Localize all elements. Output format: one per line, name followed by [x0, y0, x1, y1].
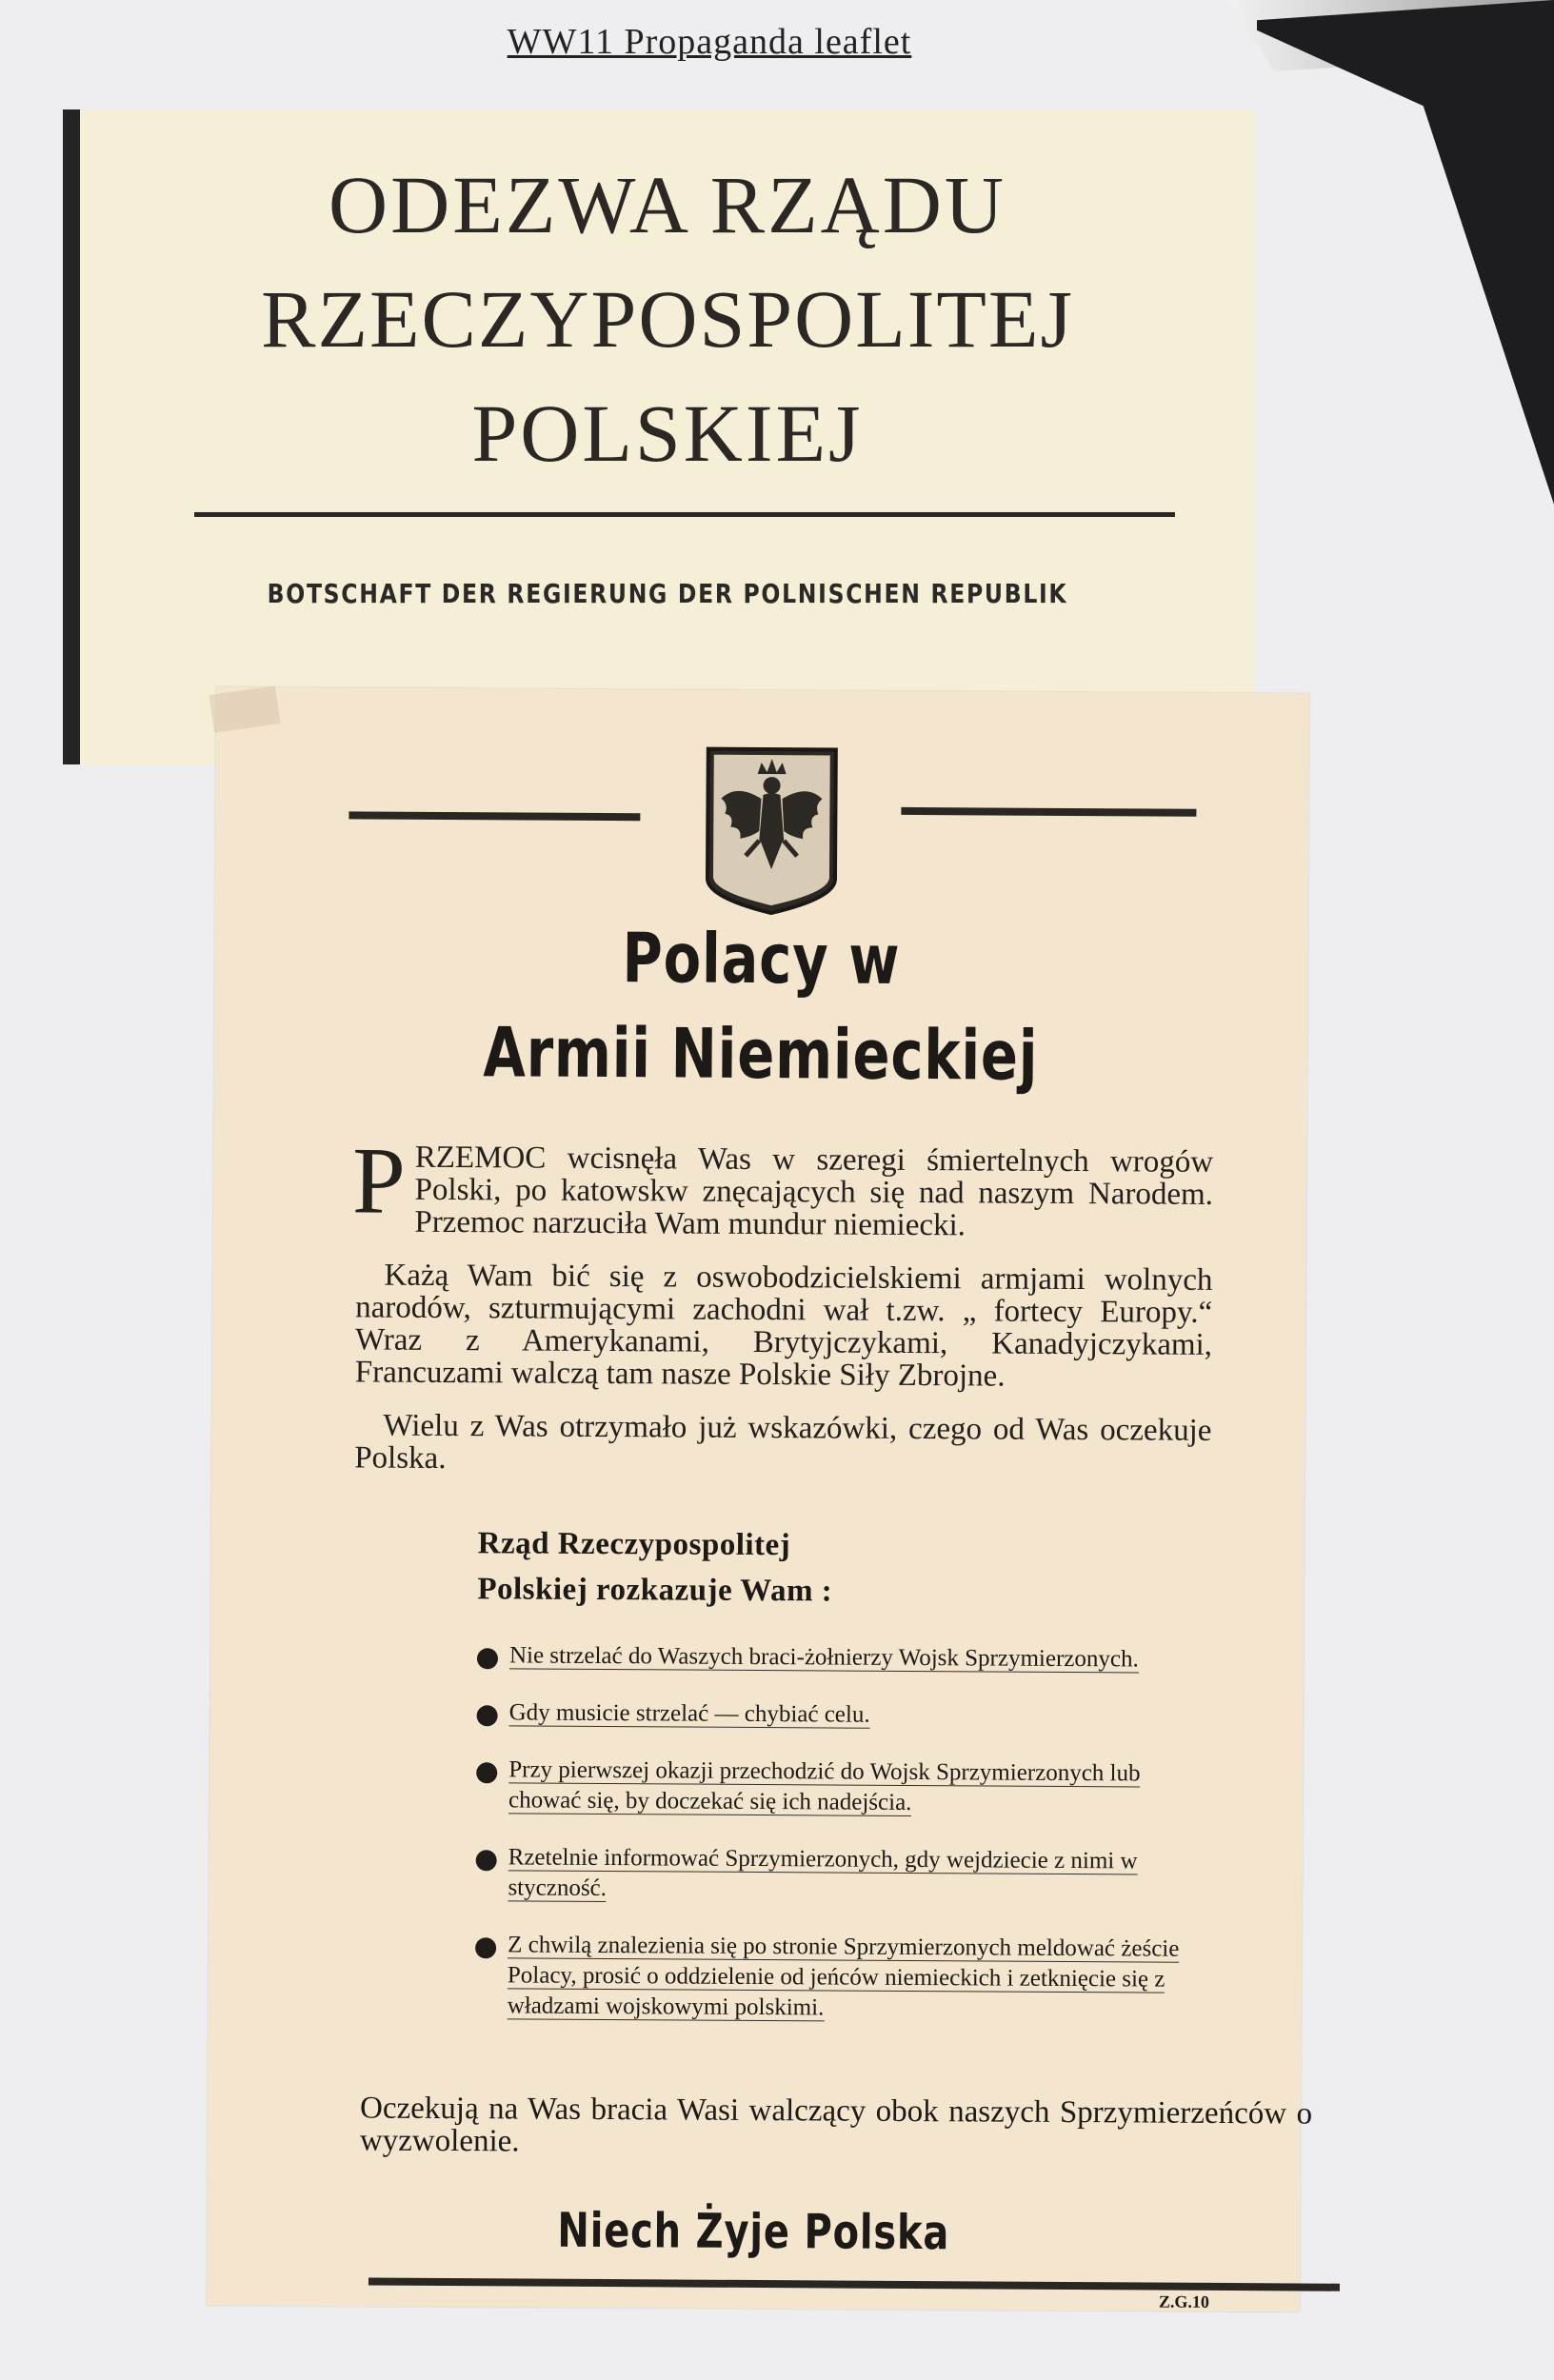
order-item: Gdy musicie strzelać — chybiać celu. — [475, 1697, 1218, 1733]
bullet-icon — [475, 1937, 496, 1958]
polish-eagle-icon — [704, 745, 840, 916]
main-leaflet — [207, 687, 1313, 2312]
top-title-line-1: ODEZWA RZĄDU — [329, 159, 1006, 250]
german-subtitle: BOTSCHAFT DER REGIERUNG DER POLNISCHEN REPUBLIK — [267, 578, 1068, 609]
bottom-rule — [369, 2278, 1340, 2291]
paragraph-2: Każą Wam bić się z oswobodzicielskiemi armjami wolnych narodów, szturmującymi zachodni wał t.zw. „ fortecy Europy.“ Wraz z Amerykanami, Brytyjczykami, Kanadyjczykami, Francuzami walczą tam nasze Polskie Siły Zbrojne. — [354, 1258, 1213, 1394]
orders-list — [472, 1640, 1218, 2053]
order-item: Nie strzelać do Waszych braci-żołnierzy Wojsk Sprzymierzonych. — [475, 1640, 1218, 1676]
page-caption: WW11 Propaganda leaflet — [507, 22, 912, 62]
headline-line-2: Armii Niemieckiej — [483, 1012, 1039, 1096]
closing-text: Oczekują na Was bracia Wasi walczący obok naszych Sprzymierzeńców o wyzwolenie. — [359, 2091, 1313, 2159]
dropcap-letter: P — [351, 1127, 407, 1234]
slogan: Niech Żyje Polska — [557, 2202, 950, 2261]
orders-title-line-2: Polskiej rozkazuje Wam : — [477, 1572, 833, 1609]
scan-edge-dark — [1257, 0, 1554, 505]
bullet-icon — [477, 1648, 498, 1669]
order-item: Przy pierwszej okazji przechodzić do Wojsk Sprzymierzonych lub chować się, by doczekać się ich nadejścia. — [474, 1755, 1217, 1820]
leaflet-code: Z.G.10 — [1158, 2291, 1209, 2311]
bullet-icon — [476, 1762, 497, 1783]
top-leaflet — [63, 109, 1255, 764]
orders-title-line-1: Rząd Rzeczypospolitej — [477, 1526, 791, 1563]
bullet-icon — [476, 1850, 497, 1871]
top-title-line-2: RZECZYPOSPOLITEJ — [261, 273, 1074, 365]
header-bar-left — [349, 811, 640, 821]
header-bar-right — [901, 807, 1196, 817]
paragraph-1 — [351, 1127, 1214, 1243]
intro-text — [351, 1127, 1214, 1499]
order-item: Z chwilą znalezienia się po stronie Sprzymierzonych meldować żeście Polacy, prosić o oddzielenie od jeńców niemieckich i zetknięcie się z władzami wojskowymi polskimi. — [473, 1930, 1217, 2026]
headline-line-1: Polacy w — [622, 918, 901, 1000]
bullet-icon — [477, 1705, 498, 1726]
top-divider — [194, 512, 1175, 517]
top-title-line-3: POLSKIEJ — [471, 387, 864, 479]
order-item: Rzetelnie informować Sprzymierzonych, gdy wejdziecie z nimi w styczność. — [473, 1842, 1216, 1908]
paragraph-3: Wielu z Was otrzymało już wskazówki, czego od Was oczekuje Polska. — [354, 1408, 1212, 1476]
paragraph-1-text: RZEMOC wcisnęła Was w szeregi śmiertelnych wrogów Polski, po katowskw znęcających się nad naszym Narodem. Przemoc narzuciła Wam mundur niemiecki. — [414, 1140, 1214, 1243]
